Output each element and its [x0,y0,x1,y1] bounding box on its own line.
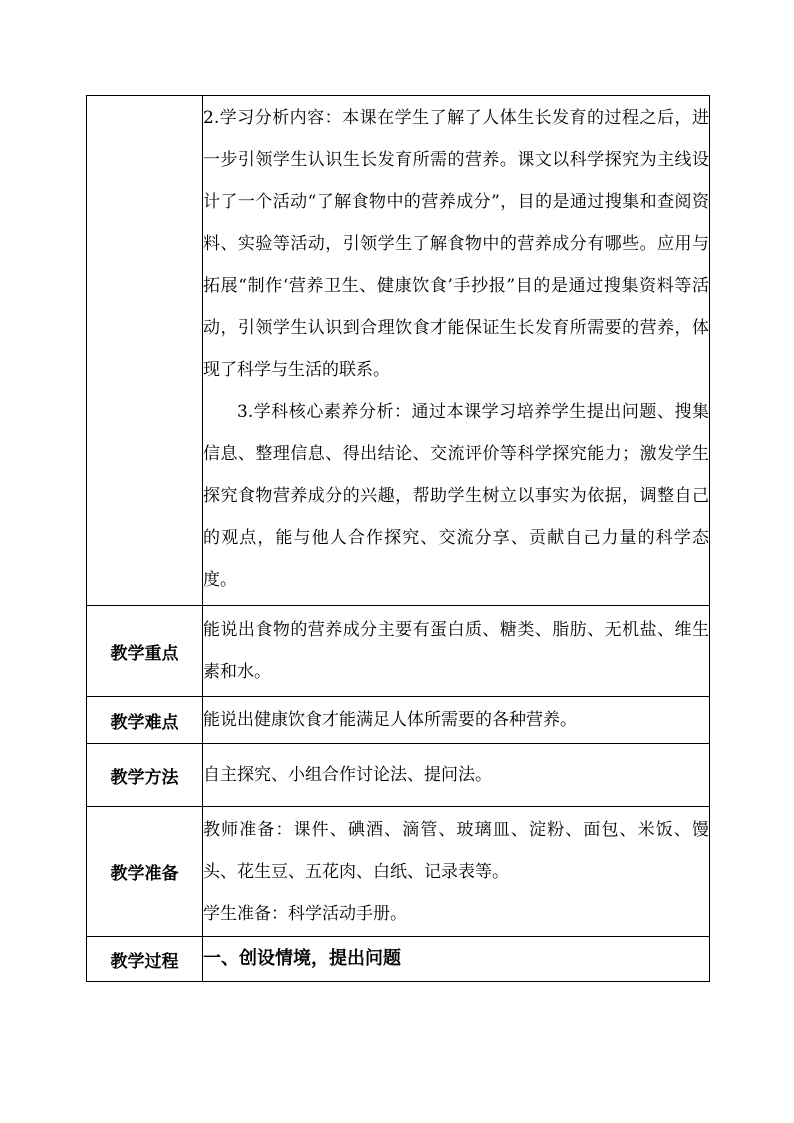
student-preparation-text: 学生准备：科学活动手册。 [203,903,407,924]
difficulties-content [203,697,710,744]
difficulties-label: 教学难点 [87,697,203,744]
lesson-plan-table [86,95,710,982]
methods-content [203,744,710,807]
teacher-preparation-text: 教师准备：课件、碘酒、滴管、玻璃皿、淀粉、面包、米饭、馒头、花生豆、五花肉、白纸、记录表等。 [203,819,709,882]
preparation-row [87,807,710,937]
process-content [203,937,710,982]
key-points-text: 能说出食物的营养成分主要有蛋白质、糖类、脂肪、无机盐、维生素和水。 [203,620,709,682]
methods-row [87,744,710,807]
key-points-row [87,606,710,697]
process-section-heading: 一、创设情境，提出问题 [203,948,401,969]
difficulties-row [87,697,710,744]
core-literacy-analysis-paragraph: 3.学科核心素养分析：通过本课学习培养学生提出问题、搜集信息、整理信息、得出结论、交流评价等科学探究能力；激发学生探究食物营养成分的兴趣，帮助学生树立以事实为依据，调整自己的观点，能与他人合作探究、交流分享、贡献自己力量的科学态度。 [203,402,709,590]
analysis-row [87,96,710,606]
analysis-label-cell [87,96,203,606]
process-label: 教学过程 [87,937,203,982]
key-points-label: 教学重点 [87,606,203,697]
learning-content-analysis-paragraph: 2.学习分析内容：本课在学生了解了人体生长发育的过程之后，进一步引领学生认识生长发育所需的营养。课文以科学探究为主线设计了一个活动“了解食物中的营养成分”，目的是通过搜集和查阅资料、实验等活动，引领学生了解食物中的营养成分有哪些。应用与拓展“制作‘营养卫生、健康饮食’手抄报”目的是通过搜集资料等活动，引领学生认识到合理饮食才能保证生长发育所需要的营养，体现了科学与生活的联系。 [203,108,709,380]
process-row [87,937,710,982]
preparation-content [203,807,710,937]
methods-label: 教学方法 [87,744,203,807]
difficulties-text: 能说出健康饮食才能满足人体所需要的各种营养。 [203,710,577,730]
key-points-content [203,606,710,697]
analysis-content-cell [203,96,710,606]
methods-text: 自主探究、小组合作讨论法、提问法。 [203,765,492,785]
preparation-label: 教学准备 [87,807,203,937]
